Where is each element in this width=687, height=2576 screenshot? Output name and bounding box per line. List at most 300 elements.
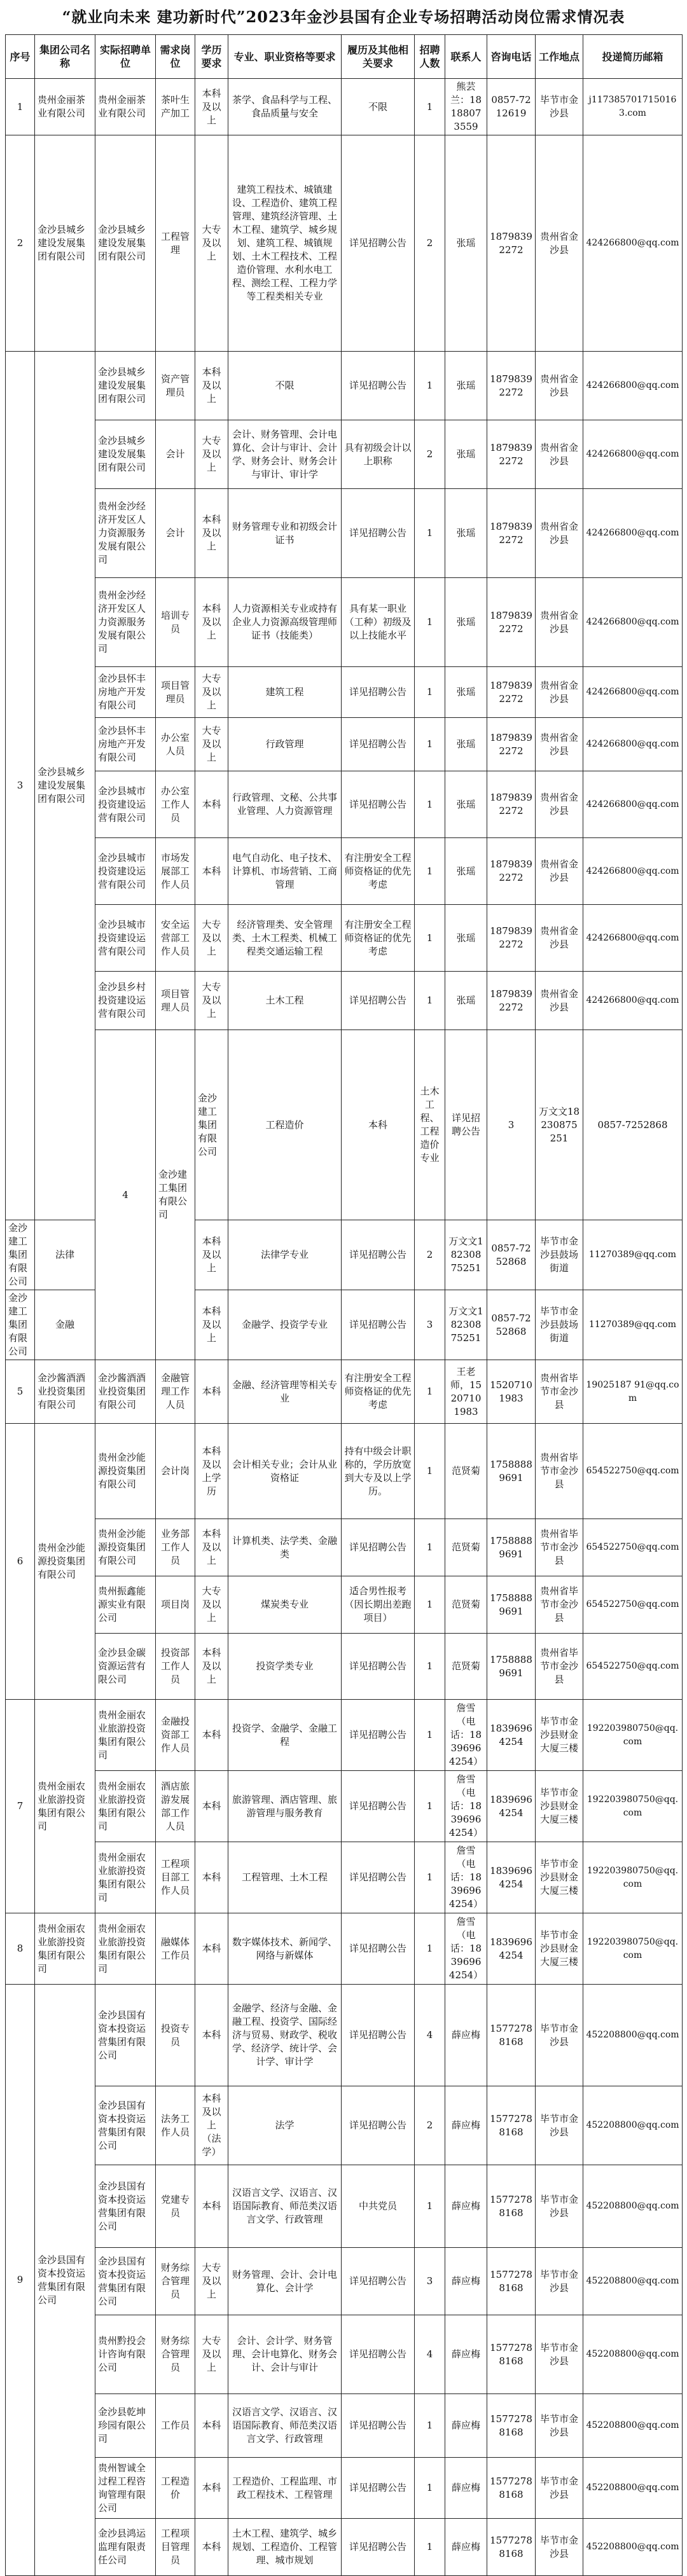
count-cell: 1 [415,905,445,972]
edu-cell: 本科 [195,771,228,838]
location-cell: 毕节市金沙县 [536,2315,583,2394]
table-row [6,1519,683,1576]
edu-cell: 本科 [195,2394,228,2458]
email-cell[interactable]: 424266800@qq.com [583,771,683,838]
edu-cell: 大专及以上 [195,972,228,1030]
requirement-cell: 详见招聘公告 [342,1519,415,1576]
unit-cell: 金沙建工集团有限公司 [6,1220,35,1290]
contact-cell: 范贤菊 [445,1519,487,1576]
email-cell[interactable]: 654522750@qq.com [583,1634,683,1700]
email-cell[interactable]: 424266800@qq.com [583,718,683,771]
row-number-cell: 2 [6,135,35,352]
unit-cell: 金沙县金碳资源运营有限公司 [95,1634,156,1700]
email-cell[interactable]: 452208800@qq.com [583,2458,683,2519]
post-cell: 会计 [156,420,195,489]
phone-cell[interactable]: 15772788168 [487,1985,536,2086]
major-cell: 金融、经济管理等相关专业 [228,1360,342,1424]
post-cell: 酒店旅游发展部工作人员 [156,1771,195,1842]
table-row [6,1771,683,1842]
phone-cell[interactable]: 18798392272 [487,972,536,1030]
email-cell[interactable]: 192203980750@qq.com [583,1842,683,1913]
email-cell[interactable]: 452208800@qq.com [583,2519,683,2576]
post-cell: 项目管理员 [156,667,195,718]
header-cell: 咨询电话 [487,35,536,79]
requirement-cell: 详见招聘公告 [342,1985,415,2086]
phone-cell[interactable]: 15772788168 [487,2248,536,2315]
table-row [6,1634,683,1700]
table-row [6,1030,683,1220]
table-row [6,771,683,838]
company-cell: 金沙县城乡建设发展集团有限公司 [35,135,95,352]
unit-cell: 贵州黔投会计咨询有限公司 [95,2315,156,2394]
email-cell[interactable]: 654522750@qq.com [583,1519,683,1576]
major-cell: 煤炭类专业 [228,1576,342,1634]
unit-cell: 贵州金丽茶业有限公司 [95,79,156,135]
post-cell: 法务工作人员 [156,2086,195,2165]
post-cell: 市场发展部工作人员 [156,838,195,905]
table-row [6,972,683,1030]
email-cell[interactable]: 452208800@qq.com [583,2248,683,2315]
location-cell: 贵州省金沙县 [536,718,583,771]
phone-cell[interactable]: 15772788168 [487,2519,536,2576]
major-cell: 金融学、投资学专业 [228,1290,342,1360]
location-cell: 贵州省毕节市金沙县 [536,1519,583,1576]
requirement-cell: 有注册安全工程师资格证的优先考虑 [342,838,415,905]
contact-cell: 詹雪（电话：18396964254） [445,1771,487,1842]
count-cell: 2 [415,2086,445,2165]
requirement-cell: 详见招聘公告 [342,489,415,578]
count-cell: 1 [415,718,445,771]
table-row [6,2394,683,2458]
table-row [6,2519,683,2576]
unit-cell: 贵州振鑫能源实业有限公司 [95,1576,156,1634]
post-cell: 金融投资部工作人员 [156,1700,195,1771]
row-number-cell: 6 [6,1424,35,1700]
post-cell: 资产管理员 [156,352,195,420]
row-number-cell: 1 [6,79,35,135]
requirement-cell: 详见招聘公告 [342,352,415,420]
edu-cell: 本科 [195,838,228,905]
contact-cell: 范贤菊 [445,1576,487,1634]
contact-cell: 王老师，15207101983 [445,1360,487,1424]
post-cell: 投资专员 [156,1985,195,2086]
count-cell: 1 [415,2394,445,2458]
contact-cell: 万文文18230875251 [445,1220,487,1290]
edu-cell: 本科 [195,1360,228,1424]
requirement-cell: 详见招聘公告 [342,1913,415,1985]
edu-cell: 大专及以上 [195,2248,228,2315]
phone-cell[interactable]: 17588889691 [487,1634,536,1700]
requirement-cell: 中共党员 [342,2165,415,2248]
requirement-cell: 详见招聘公告 [445,1030,487,1220]
location-cell: 贵州省毕节市金沙县 [536,1634,583,1700]
email-cell[interactable]: 424266800@qq.com [583,972,683,1030]
table-row [6,2315,683,2394]
email-cell[interactable]: 452208800@qq.com [583,1985,683,2086]
phone-cell[interactable]: 15772788168 [487,2315,536,2394]
location-cell: 贵州省毕节市金沙县 [536,1576,583,1634]
count-cell: 2 [415,420,445,489]
requirement-cell: 不限 [342,79,415,135]
email-cell[interactable]: 452208800@qq.com [583,2086,683,2165]
location-cell: 贵州省金沙县 [536,352,583,420]
location-cell: 贵州省金沙县 [536,838,583,905]
post-cell: 金融管理工作人员 [156,1360,195,1424]
phone-cell[interactable]: 18798392272 [487,905,536,972]
major-cell: 行政管理、文秘、公共事业管理、人力资源管理 [228,771,342,838]
count-cell: 1 [415,771,445,838]
phone-cell[interactable]: 18396964254 [487,1700,536,1771]
contact-cell: 詹雪（电话：18396964254） [445,1842,487,1913]
phone-cell[interactable]: 18798392272 [487,489,536,578]
location-cell: 毕节市金沙县 [536,1985,583,2086]
email-cell[interactable]: 11270389@qq.com [583,1220,683,1290]
location-cell: 毕节市金沙县 [536,2458,583,2519]
major-cell: 计算机类、法学类、金融类 [228,1519,342,1576]
email-cell[interactable]: 452208800@qq.com [583,2315,683,2394]
phone-cell[interactable]: 0857-7212619 [487,79,536,135]
edu-cell: 本科及以上 [195,489,228,578]
post-cell: 金融 [35,1290,95,1360]
contact-cell: 万文文18230875251 [445,1290,487,1360]
major-cell: 法学 [228,2086,342,2165]
location-cell: 贵州省金沙县 [536,905,583,972]
count-cell: 1 [415,1576,445,1634]
major-cell: 不限 [228,352,342,420]
requirement-cell: 详见招聘公告 [342,771,415,838]
unit-cell: 金沙县国有资本投资运营集团有限公司 [95,2165,156,2248]
requirement-cell: 详见招聘公告 [342,2519,415,2576]
count-cell: 1 [415,578,445,667]
table-row [6,420,683,489]
table-row [6,1576,683,1634]
contact-cell: 范贤菊 [445,1634,487,1700]
edu-cell: 大专及以上 [195,135,228,352]
contact-cell: 张瑶 [445,578,487,667]
requirement-cell: 有注册安全工程师资格证的优先考虑 [342,1360,415,1424]
table-row [6,2165,683,2248]
row-number-cell: 3 [6,352,35,1220]
phone-cell[interactable]: 18798392272 [487,667,536,718]
location-cell: 贵州省金沙县 [536,578,583,667]
requirement-cell: 具有某一职业（工种）初级及以上技能水平 [342,578,415,667]
post-cell: 业务部工作人员 [156,1519,195,1576]
contact-cell: 张瑶 [445,420,487,489]
edu-cell: 大专及以上 [195,905,228,972]
major-cell: 数字媒体技术、新闻学、网络与新媒体 [228,1913,342,1985]
edu-cell: 本科及以上（法学） [195,2086,228,2165]
contact-cell: 张瑶 [445,905,487,972]
company-cell: 贵州金丽农业旅游投资集团有限公司 [35,1913,95,1985]
requirement-cell: 详见招聘公告 [342,2394,415,2458]
email-cell[interactable]: 192203980750@qq.com [583,1913,683,1985]
location-cell: 毕节市金沙县 [536,2519,583,2576]
edu-cell: 本科及以上 [195,1220,228,1290]
major-cell: 财务管理专业和初级会计证书 [228,489,342,578]
count-cell: 2 [415,135,445,352]
table-header-row [6,35,683,79]
company-cell: 贵州金丽茶业有限公司 [35,79,95,135]
unit-cell: 金沙县怀丰房地产开发有限公司 [95,667,156,718]
requirement-cell: 详见招聘公告 [342,1220,415,1290]
count-cell: 1 [415,1842,445,1913]
contact-cell: 薛应梅 [445,2394,487,2458]
email-cell[interactable]: j117385701715016 3.com [583,79,683,135]
header-cell: 履历及其他相关要求 [342,35,415,79]
phone-cell[interactable]: 18798392272 [487,718,536,771]
table-row [6,1424,683,1519]
unit-cell: 贵州智诚全过程工程咨询管理有限公司 [95,2458,156,2519]
table-row [6,578,683,667]
location-cell: 毕节市金沙县财金大厦三楼 [536,1913,583,1985]
post-cell: 办公室人员 [156,718,195,771]
unit-cell: 金沙县城乡建设发展集团有限公司 [95,352,156,420]
email-cell[interactable]: 192203980750@qq.com [583,1771,683,1842]
phone-cell[interactable]: 15772788168 [487,2086,536,2165]
table-row [6,718,683,771]
post-cell: 工程管理 [156,135,195,352]
phone-cell[interactable]: 17588889691 [487,1519,536,1576]
email-cell[interactable]: 424266800@qq.com [583,420,683,489]
edu-cell: 本科及以上 [195,1290,228,1360]
contact-cell: 詹雪（电话：18396964254） [445,1700,487,1771]
unit-cell: 金沙建工集团有限公司 [195,1030,228,1220]
email-cell[interactable]: 424266800@qq.com [583,905,683,972]
company-cell: 金沙县国有资本投资运营集团有限公司 [35,1985,95,2576]
post-cell: 党建专员 [156,2165,195,2248]
post-cell: 工程项目部工作人员 [156,1842,195,1913]
major-cell: 电气自动化、电子技术、计算机、市场营销、工商管理 [228,838,342,905]
phone-cell[interactable]: 18798392272 [487,420,536,489]
email-cell[interactable]: 424266800@qq.com [583,838,683,905]
contact-cell: 薛应梅 [445,2315,487,2394]
edu-cell: 本科 [195,1700,228,1771]
major-cell: 汉语言文学、汉语言、汉语国际教育、师范类汉语言文学、行政管理 [228,2165,342,2248]
row-number-cell: 4 [95,1030,156,1360]
post-cell: 财务综合管理员 [156,2315,195,2394]
row-number-cell: 5 [6,1360,35,1424]
count-cell: 1 [415,1771,445,1842]
post-cell: 会计 [156,489,195,578]
major-cell: 会计、会计学、财务管理、会计电算化、财务会计、会计与审计 [228,2315,342,2394]
email-cell[interactable]: 654522750@qq.com [583,1424,683,1519]
table-row [6,1360,683,1424]
table-row [6,1913,683,1985]
unit-cell: 贵州金丽农业旅游投资集团有限公司 [95,1700,156,1771]
header-cell: 工作地点 [536,35,583,79]
count-cell: 3 [415,1290,445,1360]
phone-cell[interactable]: 18798392272 [487,838,536,905]
post-cell: 融媒体工作员 [156,1913,195,1985]
post-cell: 财务综合管理员 [156,2248,195,2315]
major-cell: 茶学、食品科学与工程、食品质量与安全 [228,79,342,135]
phone-cell[interactable]: 15207101983 [487,1360,536,1424]
edu-cell: 本科 [195,1913,228,1985]
unit-cell: 金沙县怀丰房地产开发有限公司 [95,718,156,771]
location-cell: 毕节市金沙县 [536,2394,583,2458]
count-cell: 1 [415,1700,445,1771]
count-cell: 1 [415,352,445,420]
email-cell[interactable]: 452208800@qq.com [583,2394,683,2458]
contact-cell: 张瑶 [445,718,487,771]
table-row [6,79,683,135]
contact-cell: 熊芸兰：18188073559 [445,79,487,135]
phone-cell[interactable]: 18798392272 [487,771,536,838]
post-cell: 投资部工作人员 [156,1634,195,1700]
phone-cell[interactable]: 0857-7252868 [583,1030,683,1220]
unit-cell: 金沙县城市投资建设运营有限公司 [95,905,156,972]
unit-cell: 贵州金沙经济开发区人力资源服务发展有限公司 [95,489,156,578]
table-row [6,2458,683,2519]
row-number-cell: 8 [6,1913,35,1985]
email-cell[interactable]: 424266800@qq.com [583,578,683,667]
count-cell: 1 [415,972,445,1030]
post-cell: 培训专员 [156,578,195,667]
email-cell[interactable]: 11270389@qq.com [583,1290,683,1360]
job-table [5,34,683,2576]
unit-cell: 金沙县乡村投资建设运营有限公司 [95,972,156,1030]
edu-cell: 本科及以上 [195,1634,228,1700]
phone-cell[interactable]: 18798392272 [487,135,536,352]
major-cell: 人力资源相关专业或持有企业人力资源高级管理师证书（技能类） [228,578,342,667]
header-cell: 联系人 [445,35,487,79]
phone-cell[interactable]: 0857-7252868 [487,1220,536,1290]
phone-cell[interactable]: 15772788168 [487,2394,536,2458]
post-cell: 会计岗 [156,1424,195,1519]
email-cell[interactable]: 192203980750@qq.com [583,1700,683,1771]
unit-cell: 金沙县城乡建设发展集团有限公司 [95,135,156,352]
location-cell: 贵州省金沙县 [536,667,583,718]
post-cell: 安全运营部工作人员 [156,905,195,972]
unit-cell: 金沙建工集团有限公司 [6,1290,35,1360]
requirement-cell: 详见招聘公告 [342,1290,415,1360]
location-cell: 贵州省毕节市金沙县 [536,1360,583,1424]
unit-cell: 金沙县城乡建设发展集团有限公司 [95,420,156,489]
unit-cell: 贵州金沙能源投资集团有限公司 [95,1424,156,1519]
header-cell: 实际招聘单位 [95,35,156,79]
location-cell: 贵州省金沙县 [536,135,583,352]
company-cell: 金沙县城乡建设发展集团有限公司 [35,352,95,1220]
count-cell: 4 [415,1985,445,2086]
location-cell: 毕节市金沙县 [536,79,583,135]
phone-cell[interactable]: 17588889691 [487,1424,536,1519]
requirement-cell: 详见招聘公告 [342,972,415,1030]
phone-cell[interactable]: 0857-7252868 [487,1290,536,1360]
post-cell: 法律 [35,1220,95,1290]
table-row [6,2086,683,2165]
email-cell[interactable]: 452208800@qq.com [583,2165,683,2248]
header-cell: 投递简历邮箱 [583,35,683,79]
major-cell: 土木工程、建筑学、城乡规划、工程造价、工程管理、城市规划 [228,2519,342,2576]
major-cell: 投资学类专业 [228,1634,342,1700]
unit-cell: 金沙县鸿运监理有限责任公司 [95,2519,156,2576]
major-cell: 行政管理 [228,718,342,771]
phone-cell[interactable]: 18798392272 [487,352,536,420]
header-cell: 招聘人数 [415,35,445,79]
phone-cell[interactable]: 18396964254 [487,1842,536,1913]
contact-cell: 张瑶 [445,838,487,905]
contact-cell: 薛应梅 [445,2165,487,2248]
edu-cell: 大专及以上 [195,420,228,489]
requirement-cell: 详见招聘公告 [342,135,415,352]
phone-cell[interactable]: 18396964254 [487,1771,536,1842]
location-cell: 贵州省毕节市金沙县 [536,1424,583,1519]
post-cell: 茶叶生产加工 [156,79,195,135]
major-cell: 财务管理、会计、会计电算化、会计学 [228,2248,342,2315]
requirement-cell: 详见招聘公告 [342,1634,415,1700]
edu-cell: 本科 [195,2519,228,2576]
email-cell[interactable]: 424266800@qq.com [583,352,683,420]
edu-cell: 本科 [195,1771,228,1842]
major-cell: 土木工程、工程造价专业 [415,1030,445,1220]
location-cell: 毕节市金沙县财金大厦三楼 [536,1771,583,1842]
count-cell: 1 [415,79,445,135]
phone-cell[interactable]: 18396964254 [487,1913,536,1985]
email-cell[interactable]: 424266800@qq.com [583,667,683,718]
contact-cell: 詹雪（电话：18396964254） [445,1913,487,1985]
table-row [6,489,683,578]
contact-cell: 张瑶 [445,352,487,420]
phone-cell[interactable]: 15772788168 [487,2458,536,2519]
unit-cell: 金沙酱酒酒业投资集团有限公司 [95,1360,156,1424]
location-cell: 贵州省金沙县 [536,489,583,578]
requirement-cell: 详见招聘公告 [342,1700,415,1771]
major-cell: 会计、财务管理、会计电算化、会计与审计、会计学、财务会计、财务会计与审计、审计学 [228,420,342,489]
count-cell: 1 [415,1360,445,1424]
post-cell: 工程造价 [156,2458,195,2519]
table-row [6,352,683,420]
edu-cell: 本科及以上 [195,578,228,667]
phone-cell[interactable]: 18798392272 [487,578,536,667]
contact-cell: 薛应梅 [445,2519,487,2576]
major-cell: 经济管理类、安全管理类、土木工程类、机械工程类交通运输工程 [228,905,342,972]
location-cell: 毕节市金沙县鼓场街道 [536,1290,583,1360]
contact-cell: 张瑶 [445,972,487,1030]
email-cell[interactable]: 424266800@qq.com [583,135,683,352]
email-cell[interactable]: 19025187 91@qq.com [583,1360,683,1424]
unit-cell: 金沙县国有资本投资运营集团有限公司 [95,2086,156,2165]
post-cell: 工程造价 [228,1030,342,1220]
requirement-cell: 详见招聘公告 [342,667,415,718]
email-cell[interactable]: 654522750@qq.com [583,1576,683,1634]
location-cell: 贵州省金沙县 [536,771,583,838]
edu-cell: 大专及以上 [195,1576,228,1634]
count-cell: 1 [415,838,445,905]
contact-cell: 张瑶 [445,771,487,838]
unit-cell: 金沙县国有资本投资运营集团有限公司 [95,1985,156,2086]
phone-cell[interactable]: 15772788168 [487,2165,536,2248]
edu-cell: 本科 [195,2165,228,2248]
table-row [6,2248,683,2315]
phone-cell[interactable]: 17588889691 [487,1576,536,1634]
unit-cell: 金沙县国有资本投资运营集团有限公司 [95,2248,156,2315]
company-cell: 贵州金沙能源投资集团有限公司 [35,1424,95,1700]
requirement-cell: 有注册安全工程师资格证的优先考虑 [342,905,415,972]
contact-cell: 范贤菊 [445,1424,487,1519]
major-cell: 建筑工程 [228,667,342,718]
table-row [6,1985,683,2086]
email-cell[interactable]: 424266800@qq.com [583,489,683,578]
major-cell: 法律学专业 [228,1220,342,1290]
count-cell: 1 [415,1424,445,1519]
contact-cell: 张瑶 [445,489,487,578]
post-cell: 项目岗 [156,1576,195,1634]
edu-cell: 大专及以上 [195,2315,228,2394]
count-cell: 1 [415,2458,445,2519]
row-number-cell: 9 [6,1985,35,2576]
edu-cell: 本科及以上 [195,352,228,420]
contact-cell: 万文文18230875251 [536,1030,583,1220]
